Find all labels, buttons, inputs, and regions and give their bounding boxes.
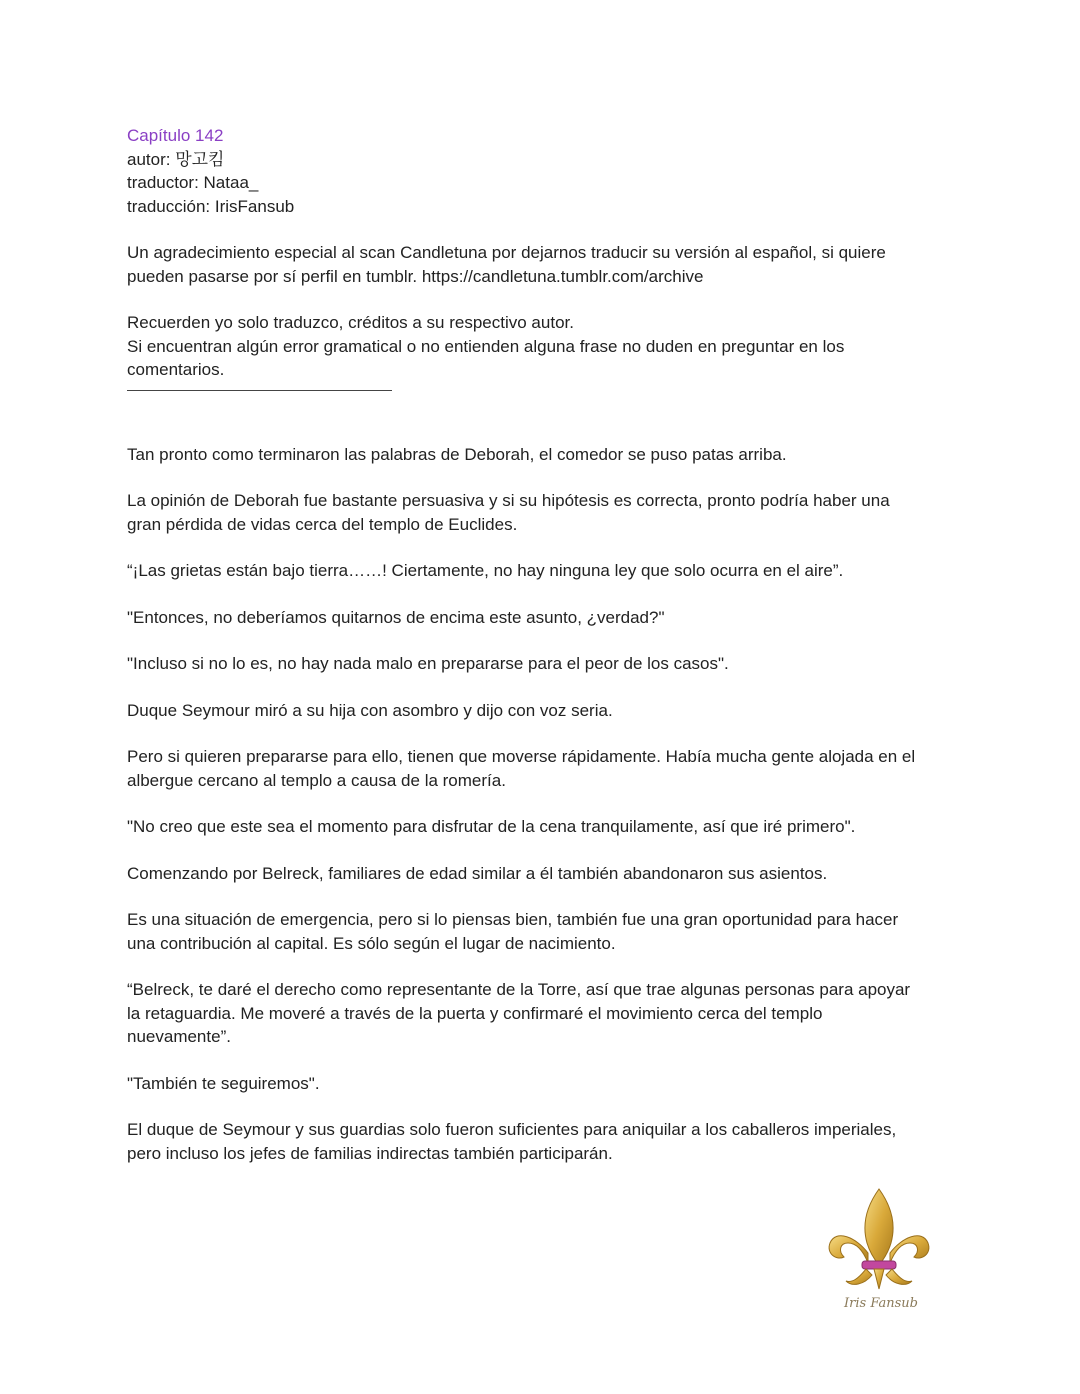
paragraph-line: Duque Seymour miró a su hija con asombro y dijo con voz seria. xyxy=(127,700,613,720)
paragraph xyxy=(127,1118,957,1165)
story-body xyxy=(127,443,957,1166)
paragraph xyxy=(127,862,957,886)
author-line: autor: 망고킴 xyxy=(127,149,225,169)
reminder-note xyxy=(127,311,957,382)
paragraph xyxy=(127,815,957,839)
paragraph-line: gran pérdida de vidas cerca del templo de Euclides. xyxy=(127,514,518,534)
paragraph-line: "Incluso si no lo es, no hay nada malo en prepararse para el peor de los casos". xyxy=(127,654,729,673)
paragraph-line: la retaguardia. Me moveré a través de la puerta y confirmaré el movimiento cerca del templo xyxy=(127,1003,823,1023)
paragraph xyxy=(127,606,957,630)
reminder-line: Recuerden yo solo traduzco, créditos a su respectivo autor. xyxy=(127,313,574,332)
paragraph-line: "También te seguiremos". xyxy=(127,1073,320,1093)
paragraph-line: Es una situación de emergencia, pero si lo piensas bien, también fue una gran oportunidad para hacer xyxy=(127,910,899,929)
paragraph xyxy=(127,489,957,536)
paragraph-line: La opinión de Deborah fue bastante persuasiva y si su hipótesis es correcta, pronto podría haber una xyxy=(127,491,890,510)
thanks-line: pueden pasarse por sí perfil en tumblr. https://candletuna.tumblr.com/archive xyxy=(127,266,704,286)
paragraph xyxy=(127,559,957,583)
thanks-line: Un agradecimiento especial al scan Candletuna por dejarnos traducir su versión al español, si quiere xyxy=(127,243,886,262)
errors-line: Si encuentran algún error gramatical o no entienden alguna frase no duden en preguntar en los xyxy=(127,336,845,356)
paragraph-line: "No creo que este sea el momento para disfrutar de la cena tranquilamente, así que iré primero". xyxy=(127,817,856,836)
chapter-header xyxy=(127,124,957,218)
paragraph-line: albergue cercano al templo a causa de la romería. xyxy=(127,770,506,790)
errors-line: comentarios. xyxy=(127,360,225,379)
paragraph xyxy=(127,745,957,792)
paragraph-line: Tan pronto como terminaron las palabras de Deborah, el comedor se puso patas arriba. xyxy=(127,444,787,464)
translation-line: traducción: IrisFansub xyxy=(127,196,295,216)
paragraph-line: Comenzando por Belreck, familiares de edad similar a él también abandonaron sus asientos. xyxy=(127,863,828,883)
paragraph xyxy=(127,443,957,467)
document-page xyxy=(127,124,957,1188)
translator-line: traductor: Nataa_ xyxy=(127,173,259,192)
paragraph xyxy=(127,699,957,723)
paragraph xyxy=(127,908,957,955)
paragraph-line: “Belreck, te daré el derecho como representante de la Torre, así que trae algunas personas para apoyar xyxy=(127,980,911,999)
paragraph xyxy=(127,1072,957,1096)
logo-caption: Iris Fansub xyxy=(844,1296,918,1311)
paragraph-line: pero incluso los jefes de familias indirectas también participarán. xyxy=(127,1143,613,1163)
paragraph-line: Pero si quieren prepararse para ello, tienen que moverse rápidamente. Había mucha gente alojada en el xyxy=(127,747,916,766)
chapter-title: Capítulo 142 xyxy=(127,126,224,145)
paragraph-line: nuevamente”. xyxy=(127,1027,231,1046)
paragraph-line: El duque de Seymour y sus guardias solo fueron suficientes para aniquilar a los caballeros imperiales, xyxy=(127,1120,897,1139)
paragraph-line: una contribución al capital. Es sólo según el lugar de nacimiento. xyxy=(127,933,616,953)
thanks-note xyxy=(127,241,957,288)
paragraph xyxy=(127,652,957,676)
paragraph-line: "Entonces, no deberíamos quitarnos de encima este asunto, ¿verdad?" xyxy=(127,607,665,627)
paragraph xyxy=(127,978,957,1049)
paragraph-line: “¡Las grietas están bajo tierra……! Ciertamente, no hay ninguna ley que solo ocurra en el aire”. xyxy=(127,561,844,580)
